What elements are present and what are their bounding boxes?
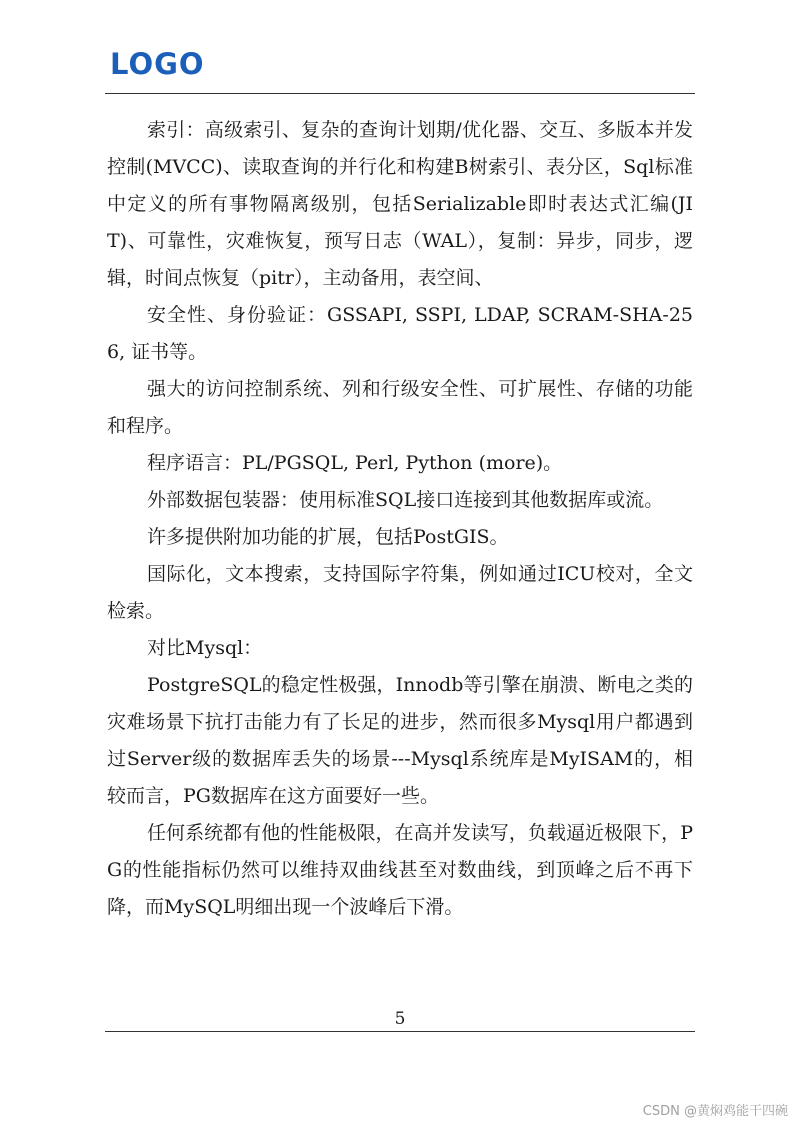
page-number: 5 — [394, 1009, 406, 1029]
document-body — [107, 112, 693, 926]
paragraph-i18n: 国际化，文本搜索，支持国际字符集，例如通过ICU校对，全文检索。 — [107, 563, 693, 622]
paragraph-index-features: 索引：高级索引、复杂的查询计划期/优化器、交互、多版本并发控制(MVCC)、读取查询的并行化和构建B树索引、表分区，Sql标准中定义的所有事物隔离级别，包括Serializable即时表达式汇编(JIT)、可靠性，灾难恢复，预写日志（WAL），复制：异步，同步，逻辑，时间点恢复（pitr），主动备用，表空间、 — [107, 119, 693, 289]
paragraph-access-control: 强大的访问控制系统、列和行级安全性、可扩展性、存储的功能和程序。 — [107, 378, 693, 437]
footer-divider — [105, 1031, 695, 1032]
paragraph-foreign-data: 外部数据包装器：使用标准SQL接口连接到其他数据库或流。 — [147, 489, 664, 511]
paragraph-stability: PostgreSQL的稳定性极强，Innodb等引擎在崩溃、断电之类的灾难场景下抗打击能力有了长足的进步，然而很多Mysql用户都遇到过Server级的数据库丢失的场景---Mysql系统库是MyISAM的，相较而言，PG数据库在这方面要好一些。 — [107, 674, 693, 807]
header-divider — [105, 93, 695, 94]
paragraph-languages: 程序语言：PL/PGSQL, Perl, Python (more)。 — [147, 452, 563, 474]
paragraph-performance: 任何系统都有他的性能极限，在高并发读写，负载逼近极限下，PG的性能指标仍然可以维持双曲线甚至对数曲线，到顶峰之后不再下降，而MySQL明细出现一个波峰后下滑。 — [107, 822, 693, 918]
watermark: CSDN @黄焖鸡能干四碗 — [642, 1104, 788, 1119]
paragraph-compare-heading: 对比Mysql： — [147, 637, 263, 659]
logo: LOGO — [110, 47, 205, 81]
paragraph-extensions: 许多提供附加功能的扩展，包括PostGIS。 — [147, 526, 509, 548]
paragraph-security: 安全性、身份验证：GSSAPI, SSPI, LDAP, SCRAM-SHA-256, 证书等。 — [107, 304, 693, 363]
